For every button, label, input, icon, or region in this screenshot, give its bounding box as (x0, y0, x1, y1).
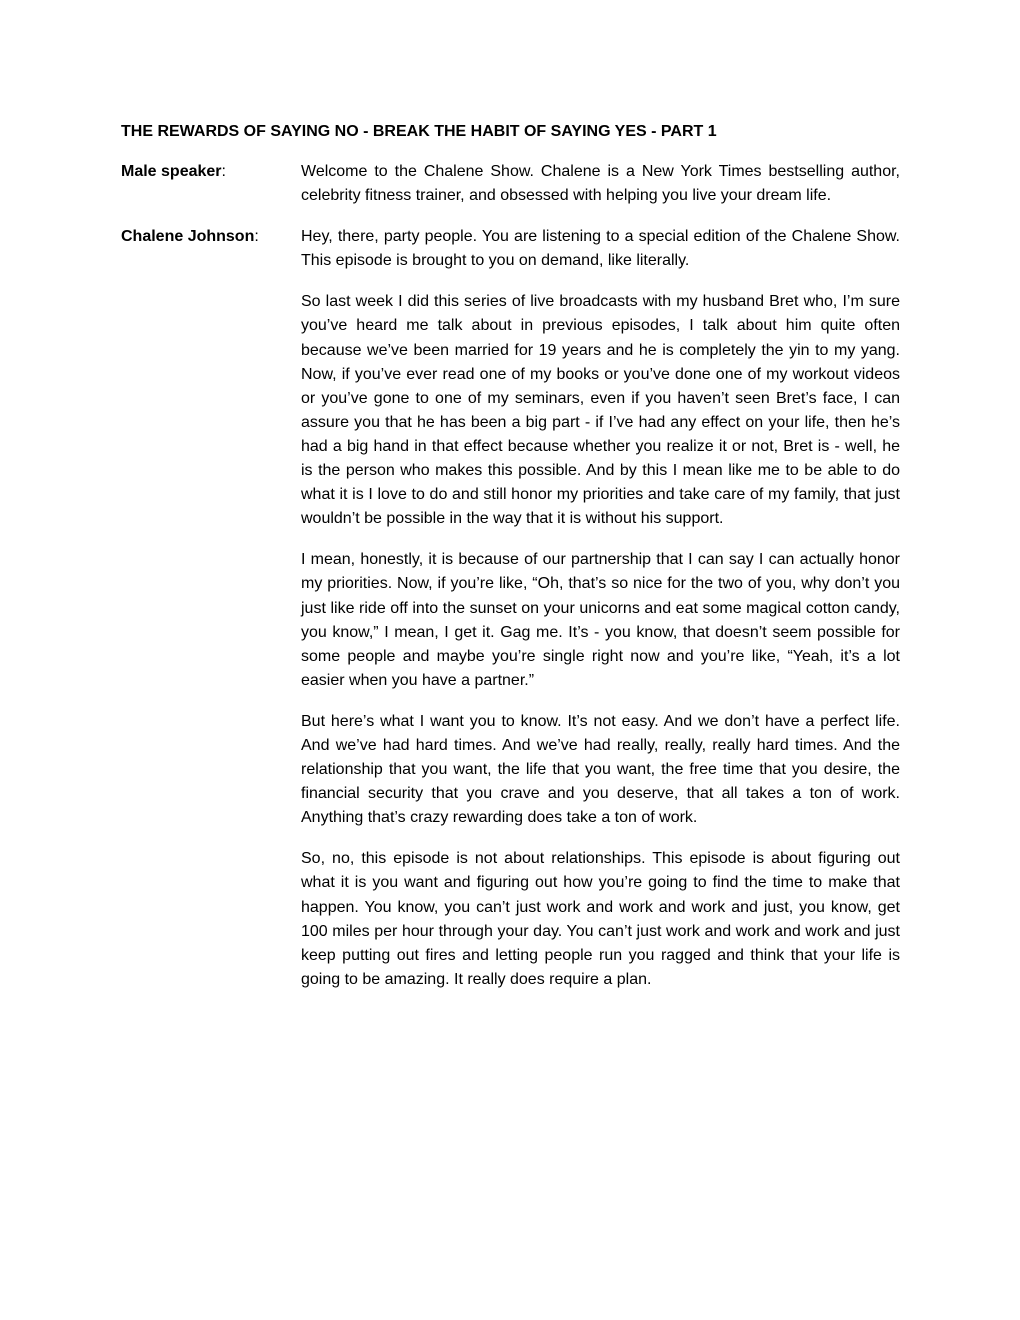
speech-paragraph: But here’s what I want you to know. It’s not easy. And we don’t have a perfect life. And we’ve had hard times. And we’ve had really, really, really hard times. And the relationship that you want, the life that you want, the free time that you desire, the financial security that you crave and you deserve, that all takes a ton of work. Anything that’s crazy rewarding does take a ton of work. (301, 712, 900, 827)
transcript-turn (121, 160, 900, 208)
speaker-label: Male speaker: (121, 163, 226, 180)
document-title: THE REWARDS OF SAYING NO - BREAK THE HABIT OF SAYING YES - PART 1 (121, 123, 717, 140)
speech-text (301, 160, 900, 208)
speech-paragraph: I mean, honestly, it is because of our partnership that I can say I can actually honor my priorities. Now, if you’re like, “Oh, that’s so nice for the two of you, why don’t you just like ride off into the sunset on your unicorns and eat some magical cotton candy, you know,” I mean, I get it. Gag me. It’s - you know, that doesn’t seem possible for some people and maybe you’re single right now and you’re like, “Yeah, it’s a lot easier when you have a partner.” (301, 551, 900, 689)
transcript-turn (121, 225, 900, 992)
speech-paragraph: So last week I did this series of live broadcasts with my husband Bret who, I’m sure you’ve heard me talk about in previous episodes, I talk about him quite often because we’ve been married for 19 years and he is completely the yin to my yang. Now, if you’ve ever read one of my books or you’ve done one of my workout videos or you’ve gone to one of my seminars, even if you haven’t seen Bret’s face, I can assure you that he has been a big part - if I’ve had any effect on your life, then he’s had a big hand in that effect because whether you realize it or not, Bret is - well, he is the person who makes this possible. And by this I mean like me to be able to do what it is I love to do and still honor my priorities and take care of my family, that just wouldn’t be possible in the way that it is without his support. (301, 293, 900, 528)
speaker-name: Chalene Johnson (121, 228, 255, 246)
speech-paragraph: Welcome to the Chalene Show. Chalene is a New York Times bestselling author, celebrity fitness trainer, and obsessed with helping you live your dream life. (301, 163, 900, 205)
speech-paragraph: So, no, this episode is not about relationships. This episode is about figuring out what it is you want and figuring out how you’re going to find the time to make that happen. You know, you can’t just work and work and work and just, you know, get 100 miles per hour through your day. You can’t just work and work and work and just keep putting out fires and letting people run you ragged and think that your life is going to be amazing. It really does require a plan. (301, 850, 900, 988)
speaker-label: Chalene Johnson: (121, 228, 259, 246)
speech-paragraph: Hey, there, party people. You are listening to a special edition of the Chalene Show. This episode is brought to you on demand, like literally. (301, 228, 900, 270)
speech-text (301, 225, 900, 992)
speaker-name: Male speaker (121, 163, 222, 180)
transcript (121, 160, 900, 1009)
